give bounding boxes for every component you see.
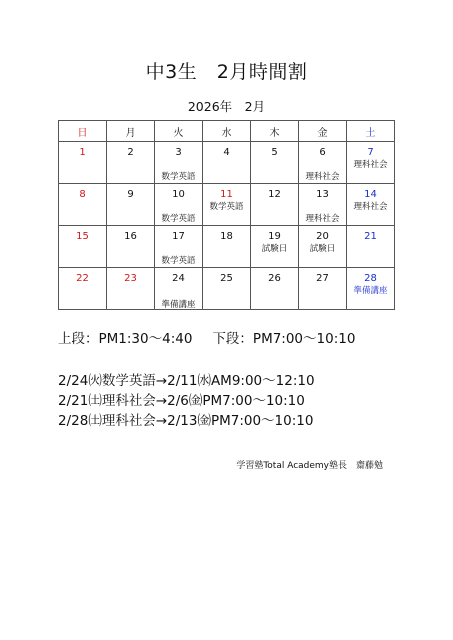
calendar-day-cell xyxy=(155,226,203,268)
day-event: 準備講座 xyxy=(161,300,196,310)
day-event: 理科社会 xyxy=(305,214,340,224)
calendar-day-cell xyxy=(251,142,299,184)
weekday-wednesday: 水 xyxy=(203,121,251,142)
day-number: 24 xyxy=(172,273,185,284)
calendar-day-cell xyxy=(107,226,155,268)
calendar-day-cell xyxy=(107,142,155,184)
day-event: 準備講座 xyxy=(353,286,388,296)
calendar-week-row xyxy=(59,184,395,226)
calendar-table xyxy=(58,120,395,310)
calendar-day-cell xyxy=(299,142,347,184)
calendar-day-cell xyxy=(59,226,107,268)
calendar-week-row xyxy=(59,142,395,184)
day-event: 試験日 xyxy=(309,244,336,254)
day-number: 5 xyxy=(271,147,278,158)
day-number: 27 xyxy=(316,273,329,284)
day-number: 13 xyxy=(316,189,329,200)
calendar-day-cell xyxy=(107,268,155,310)
weekday-friday: 金 xyxy=(299,121,347,142)
day-number: 3 xyxy=(175,147,182,158)
calendar-day-cell xyxy=(203,184,251,226)
day-number: 18 xyxy=(220,231,233,242)
day-number: 25 xyxy=(220,273,233,284)
calendar-day-cell xyxy=(203,226,251,268)
note-line: 2/21㈯理科社会→2/6㈮PM7:00〜10:10 xyxy=(58,393,305,409)
calendar-week-row xyxy=(59,226,395,268)
day-number: 23 xyxy=(124,273,137,284)
note-line: 2/28㈯理科社会→2/13㈮PM7:00〜10:10 xyxy=(58,413,314,429)
day-event: 試験日 xyxy=(261,244,288,254)
weekday-thursday: 木 xyxy=(251,121,299,142)
calendar-day-cell xyxy=(299,226,347,268)
page-title: 中3生 2月時間割 xyxy=(145,61,308,83)
day-number: 2 xyxy=(127,147,134,158)
day-number: 9 xyxy=(127,189,134,200)
weekday-tuesday: 火 xyxy=(155,121,203,142)
day-number: 26 xyxy=(268,273,281,284)
signature: 学習塾Total Academy塾長 齋藤勉 xyxy=(236,461,383,471)
day-event: 数学英語 xyxy=(161,214,196,224)
calendar-day-cell xyxy=(347,184,395,226)
calendar-day-cell xyxy=(59,268,107,310)
day-number: 16 xyxy=(124,231,137,242)
calendar-day-cell xyxy=(59,184,107,226)
day-event: 数学英語 xyxy=(161,172,196,182)
calendar-day-cell xyxy=(251,268,299,310)
day-event: 理科社会 xyxy=(305,172,340,182)
weekday-header-row xyxy=(59,121,395,142)
calendar-day-cell xyxy=(347,268,395,310)
calendar-day-cell xyxy=(347,226,395,268)
lower-time: 下段：PM7:00〜10:10 xyxy=(212,331,356,347)
calendar-week-row xyxy=(59,268,395,310)
calendar-day-cell xyxy=(155,142,203,184)
day-number: 6 xyxy=(319,147,326,158)
calendar-day-cell xyxy=(251,226,299,268)
calendar-day-cell xyxy=(203,142,251,184)
month-label: 2026年 2月 xyxy=(187,99,266,114)
note-line: 2/24㈫数学英語→2/11㈬AM9:00〜12:10 xyxy=(58,373,315,389)
calendar-day-cell xyxy=(299,184,347,226)
calendar-day-cell xyxy=(155,268,203,310)
day-number: 22 xyxy=(76,273,89,284)
day-event: 理科社会 xyxy=(353,160,388,170)
calendar-day-cell xyxy=(299,268,347,310)
weekday-monday: 月 xyxy=(107,121,155,142)
day-number: 8 xyxy=(79,189,86,200)
day-number: 20 xyxy=(316,231,329,242)
upper-time: 上段：PM1:30〜4:40 xyxy=(58,331,193,347)
day-number: 7 xyxy=(367,147,374,158)
day-number: 10 xyxy=(172,189,185,200)
calendar-day-cell xyxy=(251,184,299,226)
calendar-day-cell xyxy=(203,268,251,310)
calendar-day-cell xyxy=(155,184,203,226)
reschedule-notes xyxy=(58,371,315,431)
day-event: 数学英語 xyxy=(209,202,244,212)
calendar-day-cell xyxy=(347,142,395,184)
day-event: 数学英語 xyxy=(161,256,196,266)
day-number: 14 xyxy=(364,189,377,200)
day-number: 28 xyxy=(364,273,377,284)
calendar-day-cell xyxy=(107,184,155,226)
day-number: 21 xyxy=(364,231,377,242)
day-number: 1 xyxy=(79,147,86,158)
day-event: 理科社会 xyxy=(353,202,388,212)
weekday-saturday: 土 xyxy=(347,121,395,142)
day-number: 12 xyxy=(268,189,281,200)
class-times xyxy=(58,327,355,347)
day-number: 11 xyxy=(220,189,233,200)
day-number: 19 xyxy=(268,231,281,242)
calendar-day-cell xyxy=(59,142,107,184)
day-number: 17 xyxy=(172,231,185,242)
day-number: 4 xyxy=(223,147,230,158)
day-number: 15 xyxy=(76,231,89,242)
weekday-sunday: 日 xyxy=(59,121,107,142)
